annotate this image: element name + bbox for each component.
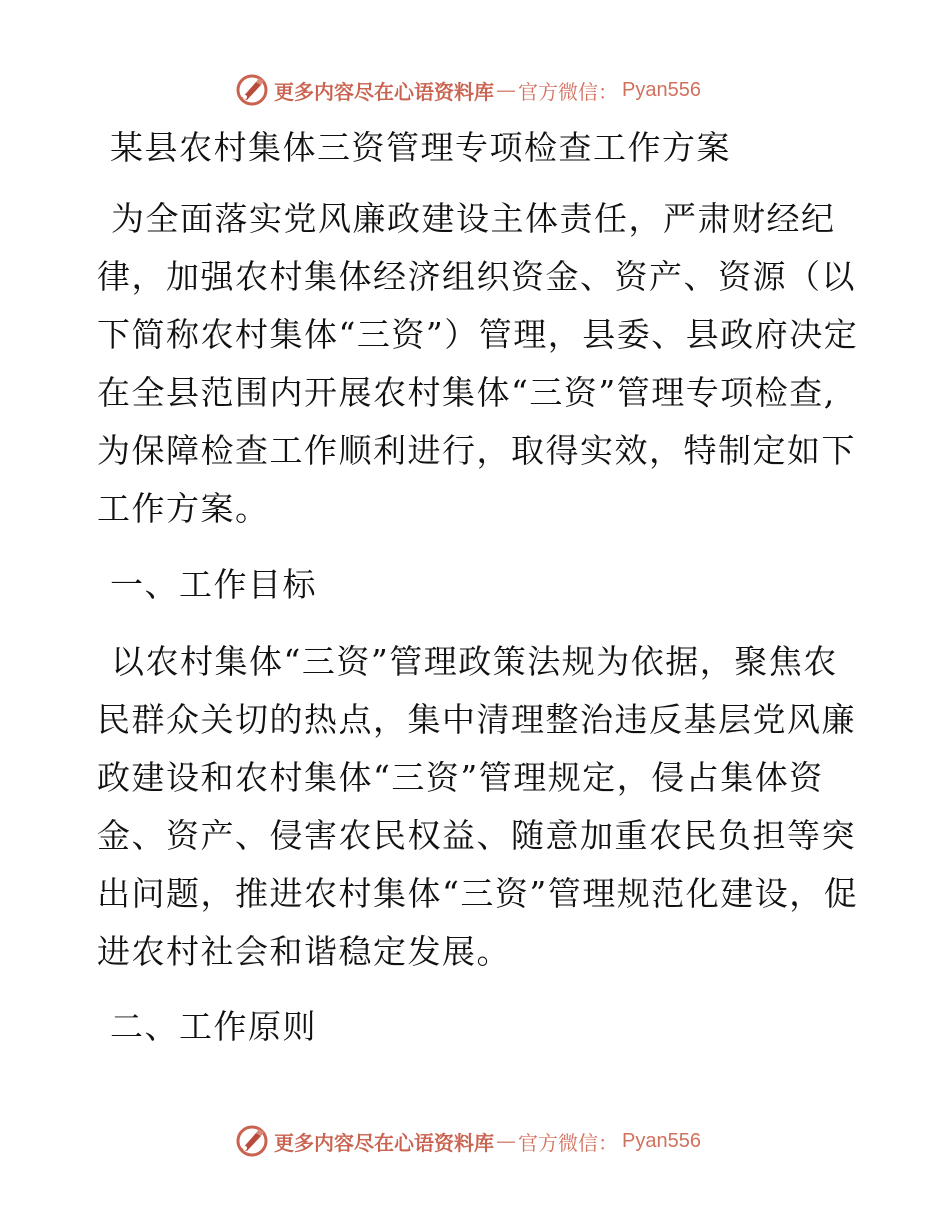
watermark-wechat-label: 官方微信： <box>518 79 618 104</box>
pen-circle-logo-icon <box>234 1123 270 1159</box>
watermark-main-text: 更多内容尽在心语资料库 <box>274 1130 494 1155</box>
pen-circle-logo-icon <box>234 72 270 108</box>
document-title: 某县农村集体三资管理专项检查工作方案 <box>110 128 731 167</box>
goals-paragraph: 以农村集体“三资”管理政策法规为依据，聚焦农民群众关切的热点，集中清理整治违反基层党风廉政建设和农村集体“三资”管理规定，侵占集体资金、资产、侵害农民权益、随意加重农民负担等突出问题，推进农村集体“三资”管理规范化建设，促进农村社会和谐稳定发展。 <box>97 642 859 971</box>
watermark-dash: — <box>496 1129 516 1153</box>
intro-paragraph: 为全面落实党风廉政建设主体责任，严肃财经纪律，加强农村集体经济组织资金、资产、资源（以下简称农村集体“三资”）管理，县委、县政府决定在全县范围内开展农村集体“三资”管理专项检查, 为保障检查工作顺利进行，取得实效，特制定如下工作方案。 <box>97 199 859 528</box>
watermark-wechat-id: Pyan556 <box>622 1129 701 1152</box>
section-heading-principles: 二、工作原则 <box>110 1007 317 1046</box>
watermark-footer <box>234 1123 701 1159</box>
section-heading-goals: 一、工作目标 <box>110 565 317 604</box>
watermark-wechat-id: Pyan556 <box>622 78 701 101</box>
watermark-wechat-label: 官方微信： <box>518 1130 618 1155</box>
watermark-main-text: 更多内容尽在心语资料库 <box>274 79 494 104</box>
watermark-dash: — <box>496 78 516 102</box>
watermark-header <box>234 72 701 108</box>
